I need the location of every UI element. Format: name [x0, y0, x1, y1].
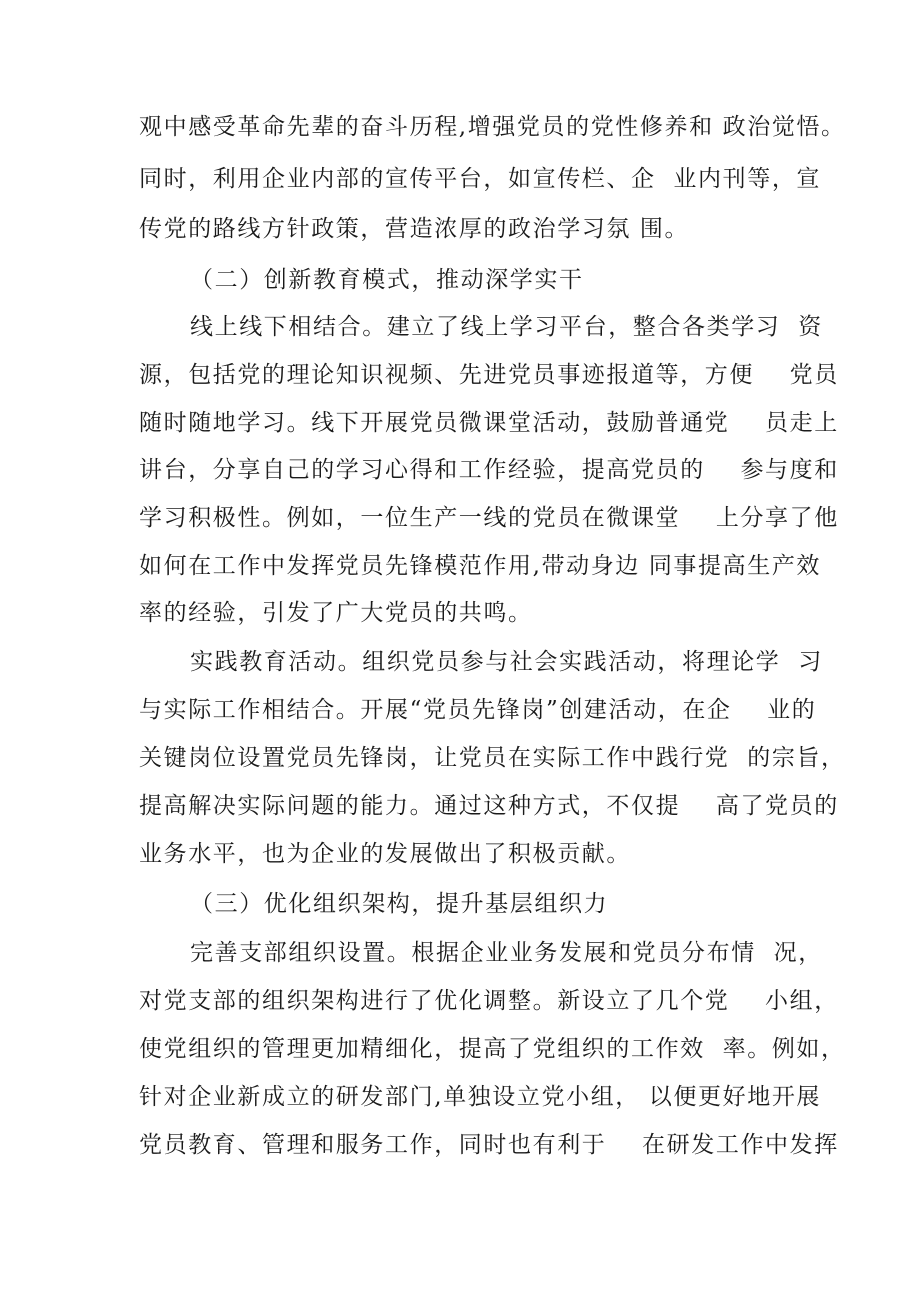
section-heading: （二）创新教育模式，推动深学实干 [190, 267, 584, 293]
text-line: 传党的路线方针政策，营造浓厚的政治学习氛 围。 [139, 216, 690, 242]
text-line: 率的经验，引发了广大党员的共鸣。 [139, 600, 533, 626]
text-line: 学习积极性。例如，一位生产一线的党员在微课堂 上分享了他 [139, 505, 839, 531]
paragraph-first-line: 实践教育活动。组织党员参与社会实践活动，将理论学 习 [190, 649, 823, 675]
text-line: 讲台，分享自己的学习心得和工作经验，提高党员的 参与度和 [139, 457, 839, 483]
text-line: 源，包括党的理论知识视频、先进党员事迹报道等，方便 党员 [139, 362, 839, 388]
text-line: 随时随地学习。线下开展党员微课堂活动，鼓励普通党 员走上 [139, 410, 839, 436]
text-line: 与实际工作相结合。开展“党员先锋岗”创建活动，在企 业的 [139, 697, 817, 723]
text-line: 观中感受革命先辈的奋斗历程,增强党员的党性修养和 政治觉悟。 [139, 114, 846, 140]
paragraph-first-line: 线上线下相结合。建立了线上学习平台，整合各类学习 资 [190, 314, 823, 340]
text-line: 提高解决实际问题的能力。通过这种方式，不仅提 高了党员的 [139, 793, 839, 819]
text-line: 使党组织的管理更加精细化，提高了党组织的工作效 率。例如， [139, 1036, 846, 1062]
text-line: 关键岗位设置党员先锋岗，让党员在实际工作中践行党 的宗旨， [139, 745, 846, 771]
text-line: 业务水平，也为企业的发展做出了积极贡献。 [139, 841, 631, 867]
section-heading: （三）优化组织架构，提升基层组织力 [190, 891, 609, 917]
text-line: 如何在工作中发挥党员先锋模范作用,带动身边 同事提高生产效 [139, 553, 822, 579]
text-line: 针对企业新成立的研发部门,单独设立党小组， 以便更好地开展 [139, 1084, 822, 1110]
text-line: 党员教育、管理和服务工作，同时也有利于 在研发工作中发挥 [139, 1132, 839, 1158]
paragraph-first-line: 完善支部组织设置。根据企业业务发展和党员分布情 况， [190, 940, 823, 966]
text-line: 同时，利用企业内部的宣传平台，如宣传栏、企 业内刊等，宣 [139, 166, 822, 192]
text-line: 对党支部的组织架构进行了优化调整。新设立了几个党 小组， [139, 988, 839, 1014]
